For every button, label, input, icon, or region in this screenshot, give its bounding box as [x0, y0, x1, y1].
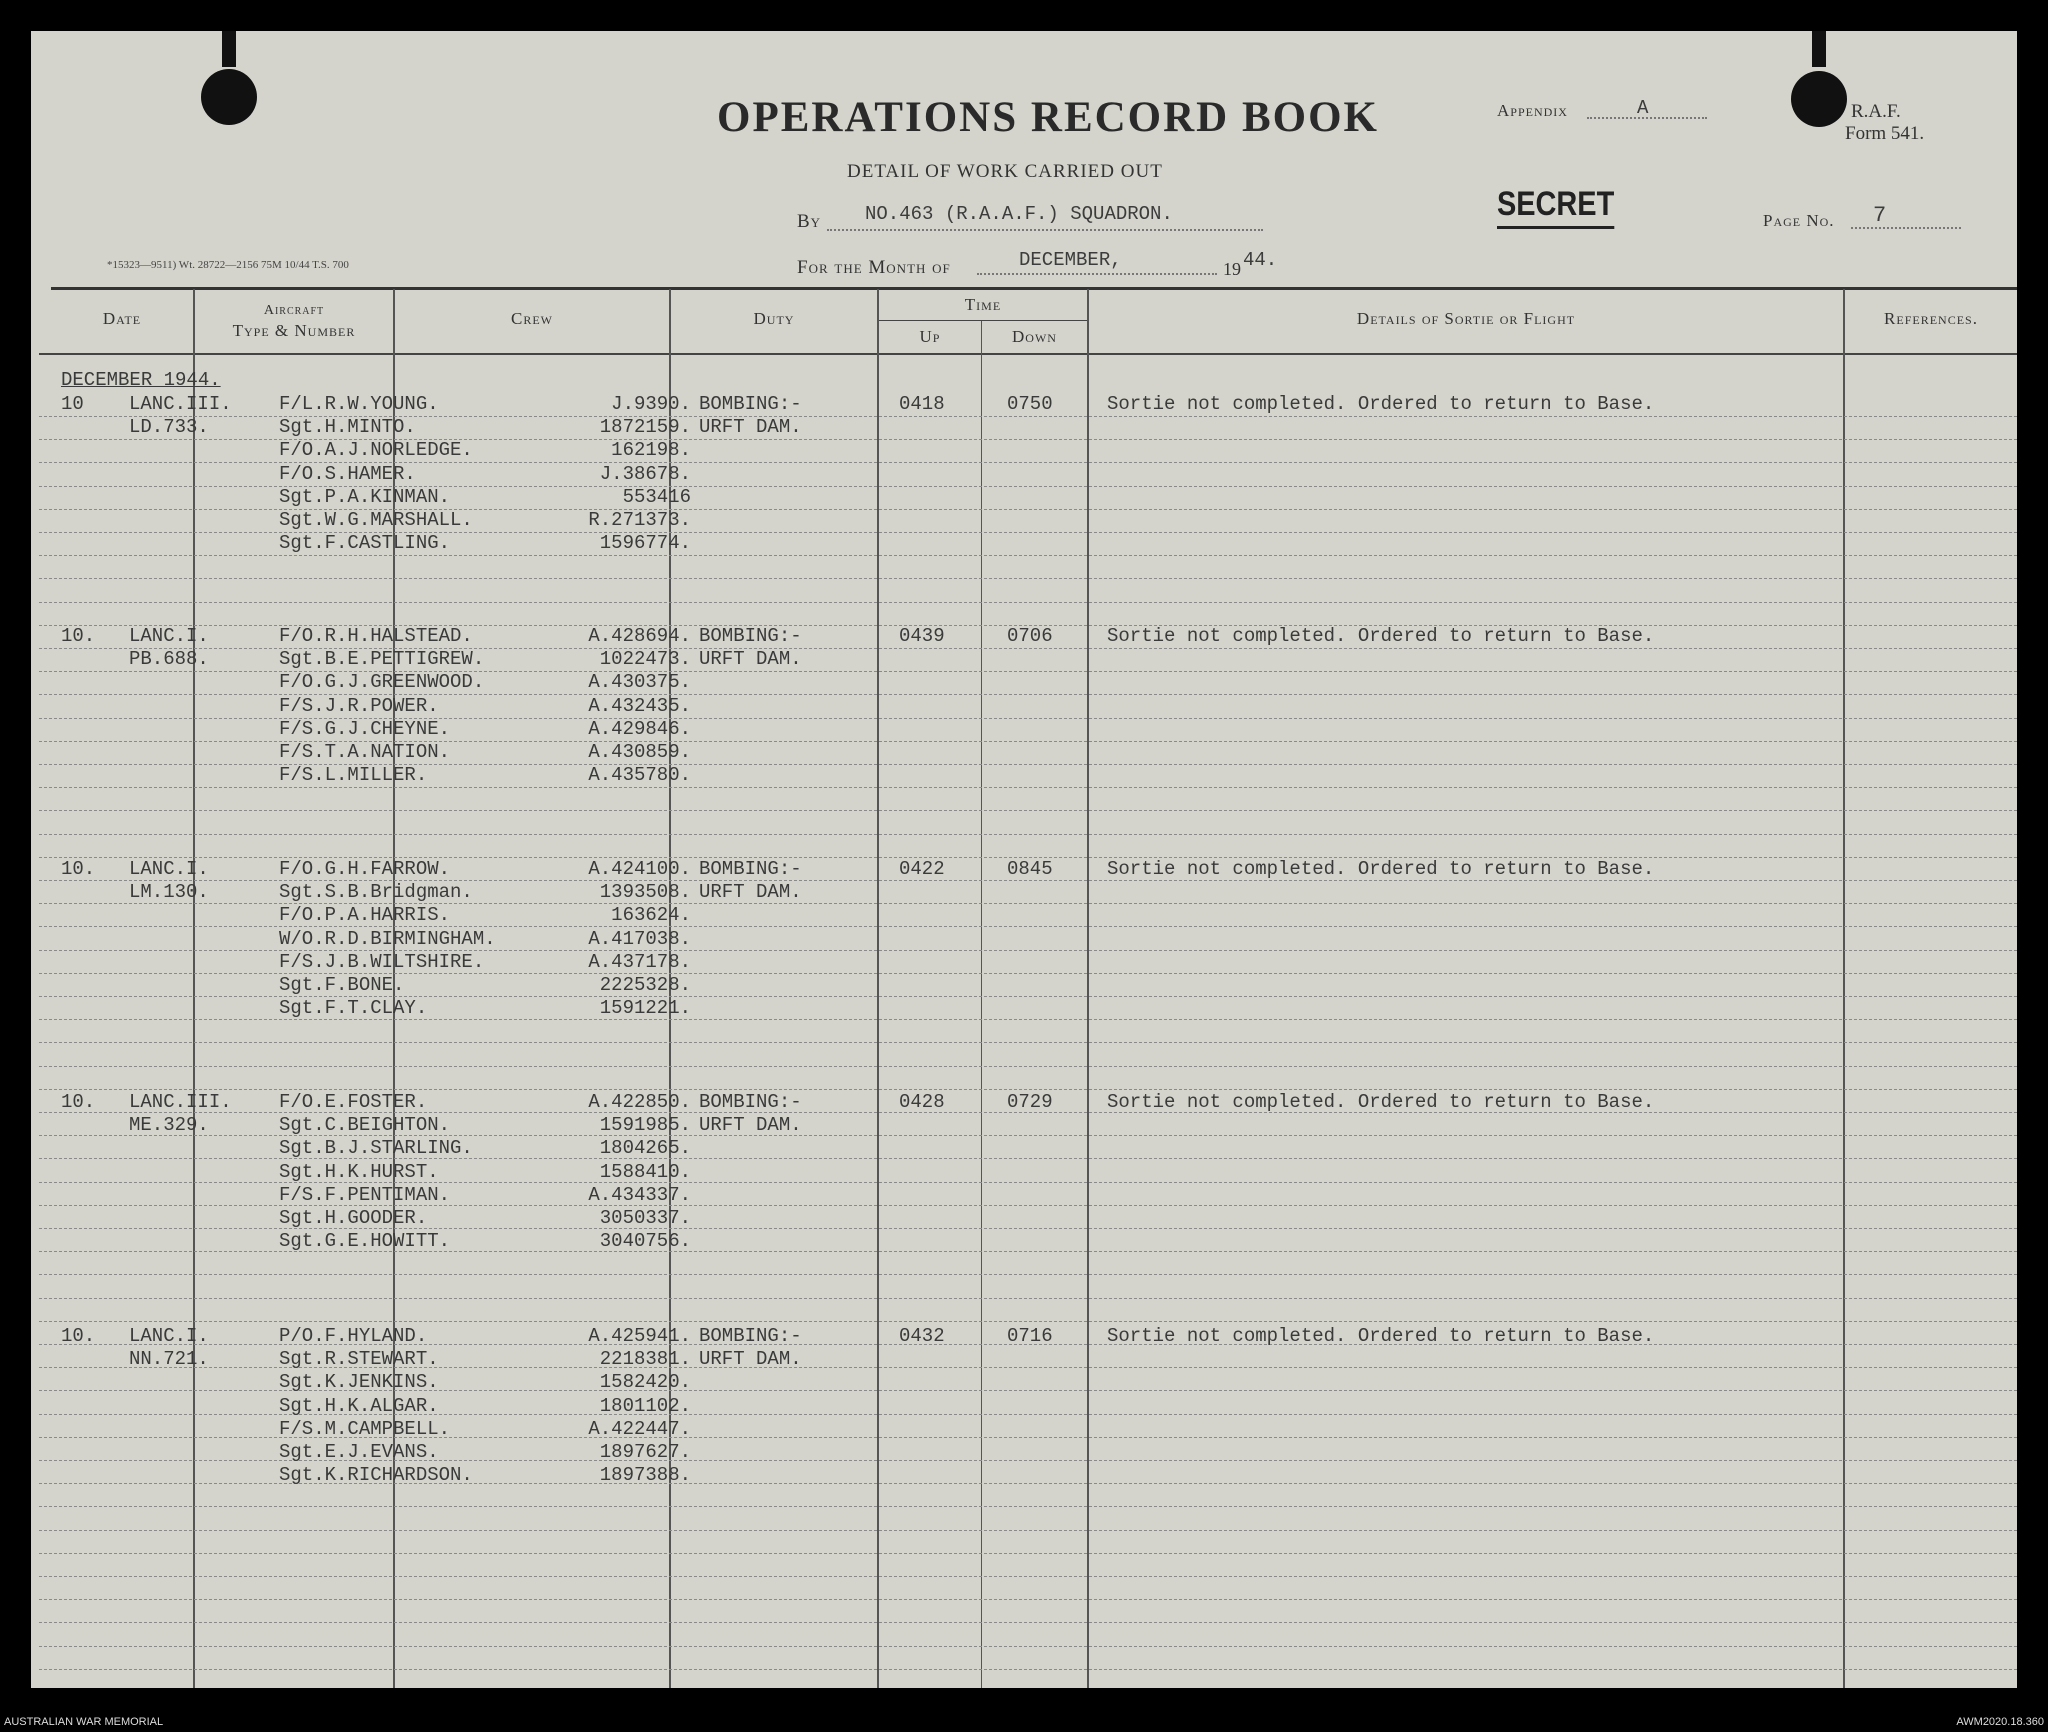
crew-member-name: Sgt.K.JENKINS. [279, 1371, 439, 1394]
sortie-details: Sortie not completed. Ordered to return to Base. [1107, 1091, 1655, 1113]
crew-member-name: Sgt.H.K.HURST. [279, 1160, 439, 1183]
aircraft-number: LM.130. [129, 881, 209, 904]
time-up: 0439 [899, 625, 945, 647]
crew-member-name: Sgt.G.E.HOWITT. [279, 1230, 451, 1253]
ruled-line [39, 555, 2017, 556]
crew-member-number: 1897388. [599, 1464, 691, 1487]
crew-member-name: W/O.R.D.BIRMINGHAM. [279, 927, 496, 950]
ruled-line [39, 1530, 2017, 1531]
crew-member-number: A.417038. [588, 927, 691, 950]
sortie-details: Sortie not completed. Ordered to return to Base. [1107, 625, 1655, 647]
month-value: DECEMBER, [1019, 249, 1122, 271]
time-up: 0422 [899, 858, 945, 880]
squadron-name: NO.463 (R.A.A.F.) SQUADRON. [865, 203, 1173, 225]
crew-member-name: F/O.P.A.HARRIS. [279, 904, 451, 927]
sortie-details: Sortie not completed. Ordered to return to Base. [1107, 858, 1655, 880]
crew-member-number: A.422850. [588, 1091, 691, 1113]
crew-member-name: F/O.S.HAMER. [279, 462, 416, 485]
crew-member-number: A.430859. [588, 741, 691, 763]
crew-member-name: F/S.J.R.POWER. [279, 694, 439, 717]
crew-member-number: 2225328. [599, 974, 691, 996]
by-line [827, 229, 1263, 231]
crew-member-number: A.435780. [588, 764, 691, 787]
crew-member-number: J.38678. [599, 462, 691, 485]
crew-member-number: A.424100. [588, 858, 691, 880]
col-sep-duty [877, 289, 879, 1688]
col-sep-details [1843, 289, 1845, 1688]
crew-member-number: A.422447. [588, 1417, 691, 1440]
time-up: 0432 [899, 1325, 945, 1347]
duty-line-2: URFT DAM. [699, 648, 802, 671]
crew-member-number: 1591221. [599, 997, 691, 1020]
col-header-references: References. [1884, 309, 1978, 328]
col-sep-date [193, 289, 195, 1688]
crew-member-number: 1022473. [599, 648, 691, 671]
duty-line-2: URFT DAM. [699, 881, 802, 904]
page-number-label: Page No. [1763, 211, 1835, 230]
col-header-crew: Crew [511, 309, 553, 328]
crew-member-name: F/O.E.FOSTER. [279, 1091, 428, 1113]
crew-member-number: 2218381. [599, 1348, 691, 1371]
binder-hole-left [201, 69, 257, 125]
crew-member-name: F/S.J.B.WILTSHIRE. [279, 950, 485, 973]
crew-member-number: 1897627. [599, 1441, 691, 1463]
crew-member-number: 1582420. [599, 1371, 691, 1394]
aircraft-number: NN.721. [129, 1348, 209, 1371]
crew-member-number: A.429846. [588, 717, 691, 740]
col-header-down: Down [1012, 327, 1057, 346]
aircraft-type: LANC.I. [129, 625, 209, 647]
duty-line-1: BOMBING:- [699, 1325, 802, 1347]
year-value: 44. [1243, 249, 1278, 271]
crew-member-number: 1588410. [599, 1160, 691, 1183]
crew-member-number: A.437178. [588, 950, 691, 973]
time-up: 0428 [899, 1091, 945, 1113]
crew-member-name: Sgt.K.RICHARDSON. [279, 1464, 473, 1487]
ruled-line [39, 1298, 2017, 1299]
col-header-aircraft: Aircraft [263, 303, 325, 318]
crew-member-number: 3040756. [599, 1230, 691, 1253]
duty-line-1: BOMBING:- [699, 1091, 802, 1113]
sortie-date: 10. [61, 1091, 96, 1113]
time-sub-border [879, 320, 1087, 321]
ruled-line [39, 834, 2017, 835]
header-bottom-border [39, 353, 2017, 355]
crew-member-name: F/O.G.J.GREENWOOD. [279, 671, 485, 694]
crew-member-name: Sgt.B.J.STARLING. [279, 1137, 473, 1160]
col-header-up: Up [919, 327, 941, 346]
secret-stamp: SECRET [1497, 185, 1614, 229]
crew-member-name: F/O.R.H.HALSTEAD. [279, 625, 473, 647]
ruled-line [39, 1506, 2017, 1507]
crew-member-number: 1591985. [599, 1114, 691, 1137]
sortie-date: 10. [61, 625, 96, 647]
ruled-line [39, 1622, 2017, 1623]
binder-slot-left [222, 31, 236, 67]
crew-member-name: Sgt.H.GOODER. [279, 1207, 428, 1229]
sortie-details: Sortie not completed. Ordered to return to Base. [1107, 393, 1655, 415]
crew-member-name: Sgt.R.STEWART. [279, 1348, 439, 1371]
sortie-date: 10 [61, 393, 84, 415]
ruled-line [39, 602, 2017, 603]
sortie-date: 10. [61, 1325, 96, 1347]
table-top-border [51, 287, 2017, 290]
crew-member-number: A.434337. [588, 1183, 691, 1206]
crew-member-number: R.271373. [588, 509, 691, 531]
ruled-line [39, 1089, 2017, 1090]
aircraft-number: ME.329. [129, 1114, 209, 1137]
ruled-line [39, 578, 2017, 579]
year-prefix: 19 [1223, 259, 1241, 279]
duty-line-1: BOMBING:- [699, 393, 802, 415]
crew-member-name: F/O.A.J.NORLEDGE. [279, 439, 473, 462]
crew-member-name: P/O.F.HYLAND. [279, 1325, 428, 1347]
time-down: 0706 [1007, 625, 1053, 647]
crew-member-name: Sgt.W.G.MARSHALL. [279, 509, 473, 531]
crew-member-number: A.430375. [588, 671, 691, 694]
crew-member-name: F/S.M.CAMPBELL. [279, 1417, 451, 1440]
detail-label: DETAIL OF WORK CARRIED OUT [847, 161, 1163, 182]
crew-member-number: A.428694. [588, 625, 691, 647]
duty-line-1: BOMBING:- [699, 858, 802, 880]
col-header-duty: Duty [753, 309, 795, 328]
crew-member-number: 1393508. [599, 881, 691, 904]
ruled-line [39, 1599, 2017, 1600]
crew-member-number: 1804265. [599, 1137, 691, 1160]
sortie-details: Sortie not completed. Ordered to return to Base. [1107, 1325, 1655, 1347]
ruled-line [39, 1066, 2017, 1067]
duty-line-2: URFT DAM. [699, 1114, 802, 1137]
crew-member-name: Sgt.E.J.EVANS. [279, 1441, 439, 1463]
ruled-line [39, 1646, 2017, 1647]
ruled-line [39, 1553, 2017, 1554]
by-label: By [797, 211, 822, 232]
month-label: For the Month of [797, 257, 951, 278]
crew-member-number: 162198. [611, 439, 691, 462]
aircraft-type: LANC.I. [129, 858, 209, 880]
binder-hole-right [1791, 71, 1847, 127]
crew-member-name: Sgt.H.MINTO. [279, 416, 416, 439]
col-header-time: Time [964, 295, 1002, 314]
time-down: 0716 [1007, 1325, 1053, 1347]
crew-member-name: Sgt.F.BONE. [279, 974, 405, 996]
col-header-aircraft-sub: Type & Number [232, 321, 356, 340]
crew-member-name: Sgt.H.K.ALGAR. [279, 1394, 439, 1417]
time-up: 0418 [899, 393, 945, 415]
crew-member-name: F/S.F.PENTIMAN. [279, 1183, 451, 1206]
appendix-value: A [1637, 97, 1649, 119]
print-code: *15323—9511) Wt. 28722—2156 75M 10/44 T.S. 700 [107, 259, 349, 271]
appendix-label: Appendix [1497, 101, 1568, 120]
footer-accession: AWM2020.18.360 [1956, 1716, 2044, 1728]
crew-member-number: J.9390. [611, 393, 691, 415]
crew-member-name: Sgt.S.B.Bridgman. [279, 881, 473, 904]
aircraft-number: PB.688. [129, 648, 209, 671]
aircraft-type: LANC.III. [129, 393, 232, 415]
crew-member-number: 1801102. [599, 1394, 691, 1417]
crew-member-name: Sgt.P.A.KINMAN. [279, 485, 451, 508]
col-header-details: Details of Sortie or Flight [1356, 309, 1576, 328]
form-id-line1: R.A.F. [1851, 101, 1901, 122]
duty-line-1: BOMBING:- [699, 625, 802, 647]
ruled-line [39, 1669, 2017, 1670]
time-down: 0729 [1007, 1091, 1053, 1113]
page-number-line [1851, 227, 1961, 229]
form-id-line2: Form 541. [1845, 123, 1925, 144]
ruled-line [39, 1274, 2017, 1275]
duty-line-2: URFT DAM. [699, 416, 802, 439]
crew-member-name: Sgt.F.CASTLING. [279, 532, 451, 555]
time-down: 0845 [1007, 858, 1053, 880]
binder-slot-right [1812, 31, 1826, 67]
crew-member-number: 553416 [622, 485, 691, 508]
crew-member-name: F/S.L.MILLER. [279, 764, 428, 787]
page-title: OPERATIONS RECORD BOOK [717, 94, 1379, 141]
crew-member-number: A.425941. [588, 1325, 691, 1347]
ruled-line [39, 1019, 2017, 1020]
duty-line-2: URFT DAM. [699, 1348, 802, 1371]
sortie-date: 10. [61, 858, 96, 880]
ruled-line [39, 1576, 2017, 1577]
crew-member-number: A.432435. [588, 694, 691, 717]
ruled-line [39, 810, 2017, 811]
col-header-date: Date [102, 309, 142, 328]
time-down: 0750 [1007, 393, 1053, 415]
col-sep-time [1087, 289, 1089, 1688]
crew-member-name: F/S.T.A.NATION. [279, 741, 451, 763]
month-line [977, 273, 1217, 275]
footer-source: AUSTRALIAN WAR MEMORIAL [4, 1716, 164, 1728]
crew-member-number: 163624. [611, 904, 691, 927]
form-sheet [31, 31, 2017, 1688]
month-heading: DECEMBER 1944. [61, 369, 221, 391]
crew-member-name: Sgt.C.BEIGHTON. [279, 1114, 451, 1137]
aircraft-type: LANC.I. [129, 1325, 209, 1347]
crew-member-number: 3050337. [599, 1207, 691, 1229]
page-number-value: 7 [1873, 203, 1887, 228]
crew-member-name: Sgt.F.T.CLAY. [279, 997, 428, 1020]
aircraft-number: LD.733. [129, 416, 209, 439]
crew-member-number: 1872159. [599, 416, 691, 439]
ruled-line [39, 787, 2017, 788]
crew-member-name: F/L.R.W.YOUNG. [279, 393, 439, 415]
crew-member-number: 1596774. [599, 532, 691, 555]
crew-member-name: Sgt.B.E.PETTIGREW. [279, 648, 485, 671]
ruled-line [39, 1321, 2017, 1322]
crew-member-name: F/S.G.J.CHEYNE. [279, 717, 451, 740]
ruled-line [39, 1042, 2017, 1043]
aircraft-type: LANC.III. [129, 1091, 232, 1113]
crew-member-name: F/O.G.H.FARROW. [279, 858, 451, 880]
